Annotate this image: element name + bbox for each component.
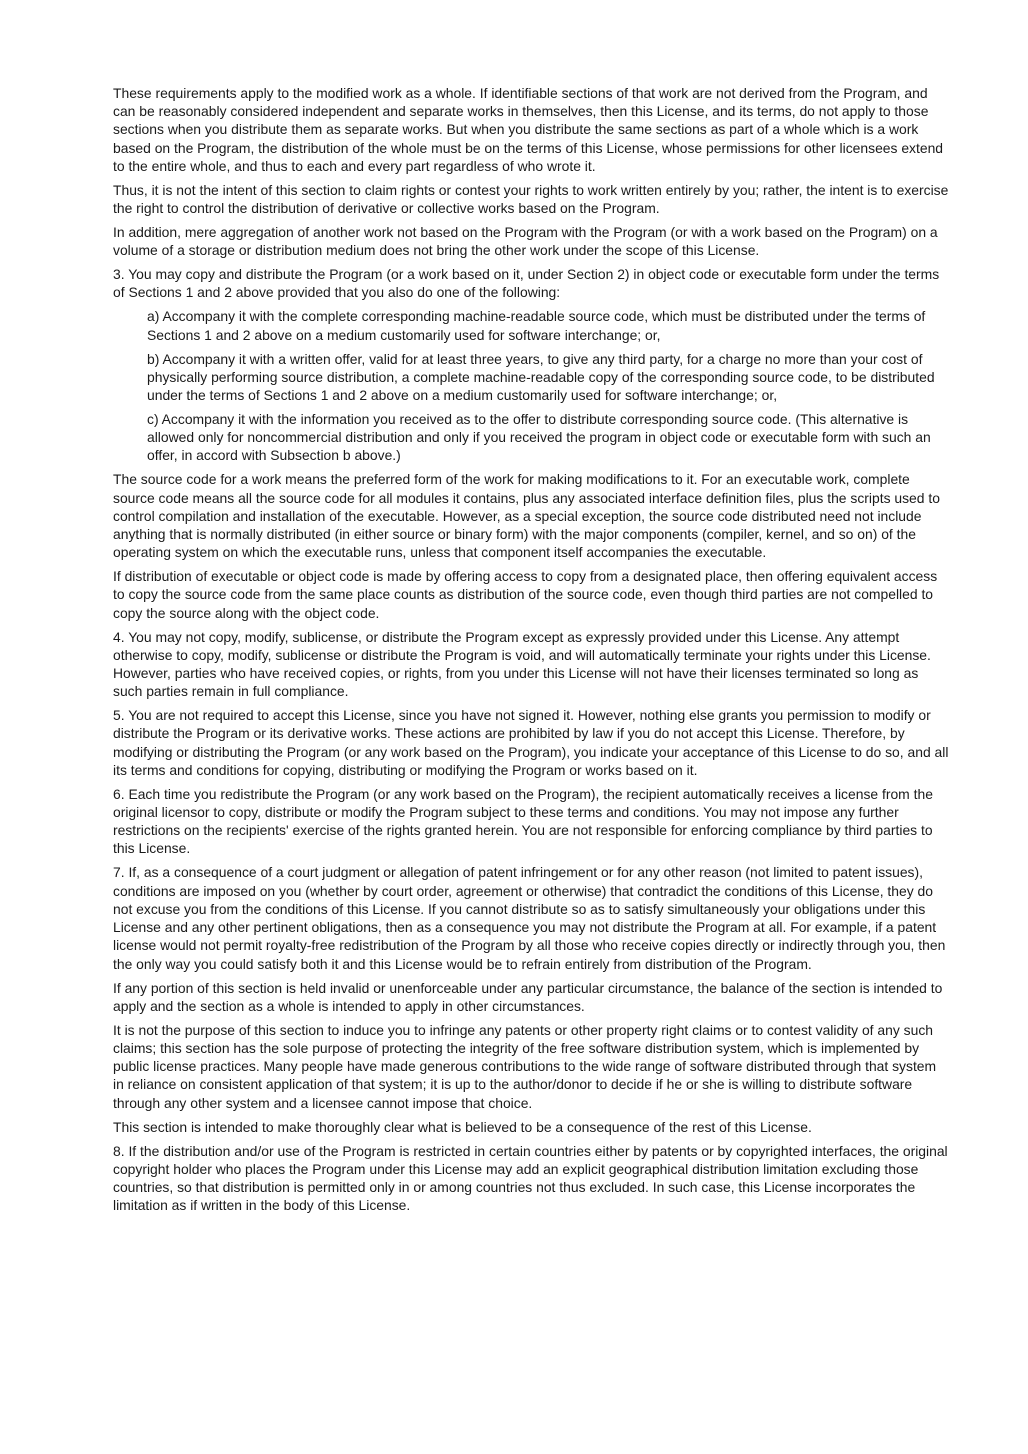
paragraph: It is not the purpose of this section to induce you to infringe any patents or other property right claims or to contest validity of any such claims; this section has the sole purpose of protecting the integrity of the free software distribution system, which is implemented by public license practices. Many people have made generous contributions to the wide range of software distributed through that system in reliance on consistent application of that system; it is up to the author/donor to decide if he or she is willing to distribute software through any other system and a licensee cannot impose that choice. <box>113 1021 937 1111</box>
indented-paragraph: b) Accompany it with a written offer, valid for at least three years, to give any third party, for a charge no more than your cost of physically performing source distribution, a complete machine-readable copy of the corresponding source code, to be distributed under the terms of Sections 1 and 2 above on a medium customarily used for software interchange; or, <box>147 350 935 404</box>
indented-paragraph: a) Accompany it with the complete corresponding machine-readable source code, which must be distributed under the terms of Sections 1 and 2 above on a medium customarily used for software interchange; or, <box>147 308 926 343</box>
paragraph: 3. You may copy and distribute the Program (or a work based on it, under Section 2) in object code or executable form under the terms of Sections 1 and 2 above provided that you also do one of the following: <box>113 266 940 301</box>
paragraph: 6. Each time you redistribute the Program (or any work based on the Program), the recipient automatically receives a license from the original licensor to copy, distribute or modify the Program subject to these terms and conditions. You may not impose any further restrictions on the recipients' exercise of the rights granted herein. You are not responsible for enforcing compliance by third parties to this License. <box>113 785 933 857</box>
paragraph: If any portion of this section is held invalid or unenforceable under any particular circumstance, the balance of the section is intended to apply and the section as a whole is intended to apply in other circumstances. <box>113 979 943 1014</box>
paragraph: 4. You may not copy, modify, sublicense, or distribute the Program except as expressly provided under this License. Any attempt otherwise to copy, modify, sublicense or distribute the Program is void, and will automatically terminate your rights under this License. However, parties who have received copies, or rights, from you under this License will not have their licenses terminated so long as such parties remain in full compliance. <box>113 628 931 700</box>
paragraph: 7. If, as a consequence of a court judgment or allegation of patent infringement or for any other reason (not limited to patent issues), conditions are imposed on you (whether by court order, agreement or otherwise) that contradict the conditions of this License, they do not excuse you from the conditions of this License. If you cannot distribute so as to satisfy simultaneously your obligations under this License and any other pertinent obligations, then as a consequence you may not distribute the Program at all. For example, if a patent license would not permit royalty-free redistribution of the Program by all those who receive copies directly or indirectly through you, then the only way you could satisfy both it and this License would be to refrain entirely from distribution of the Program. <box>113 864 946 972</box>
paragraph: If distribution of executable or object code is made by offering access to copy from a designated place, then offering equivalent access to copy the source code from the same place counts as distribution of the source code, even though third parties are not compelled to copy the source along with the object code. <box>113 568 938 621</box>
paragraph: These requirements apply to the modified work as a whole. If identifiable sections of that work are not derived from the Program, and can be reasonably considered independent and separate works in themselves, then this License, and its terms, do not apply to those sections when you distribute them as separate works. But when you distribute the same sections as part of a whole which is a work based on the Program, the distribution of the whole must be on the terms of this License, whose permissions for other licensees extend to the entire whole, and thus to each and every part regardless of who wrote it. <box>113 85 944 174</box>
paragraph: 8. If the distribution and/or use of the Program is restricted in certain countries either by patents or by copyrighted interfaces, the original copyright holder who places the Program under this License may add an explicit geographical distribution limitation excluding those countries, so that distribution is permitted only in or among countries not thus excluded. In such case, this License incorporates the limitation as if written in the body of this License. <box>113 1142 948 1214</box>
document-page <box>113 84 949 1220</box>
paragraph: This section is intended to make thoroughly clear what is believed to be a consequence of the rest of this License. <box>113 1118 812 1135</box>
indented-paragraph: c) Accompany it with the information you received as to the offer to distribute corresponding source code. (This alternative is allowed only for noncommercial distribution and only if you received the program in object code or executable form with such an offer, in accord with Subsection b above.) <box>147 411 931 464</box>
paragraph: The source code for a work means the preferred form of the work for making modifications to it. For an executable work, complete source code means all the source code for all modules it contains, plus any associated interface definition files, plus the scripts used to control compilation and installation of the executable. However, as a special exception, the source code distributed need not include anything that is normally distributed (in either source or binary form) with the major components (compiler, kernel, and so on) of the operating system on which the executable runs, unless that component itself accompanies the executable. <box>113 471 940 561</box>
paragraph: In addition, mere aggregation of another work not based on the Program with the Program (or with a work based on the Program) on a volume of a storage or distribution medium does not bring the other work under the scope of this License. <box>113 224 938 259</box>
paragraph: 5. You are not required to accept this License, since you have not signed it. However, nothing else grants you permission to modify or distribute the Program or its derivative works. These actions are prohibited by law if you do not accept this License. Therefore, by modifying or distributing the Program (or any work based on the Program), you indicate your acceptance of this License to do so, and all its terms and conditions for copying, distributing or modifying the Program or works based on it. <box>113 707 949 778</box>
paragraph: Thus, it is not the intent of this section to claim rights or contest your rights to work written entirely by you; rather, the intent is to exercise the right to control the distribution of derivative or collective works based on the Program. <box>113 181 949 217</box>
